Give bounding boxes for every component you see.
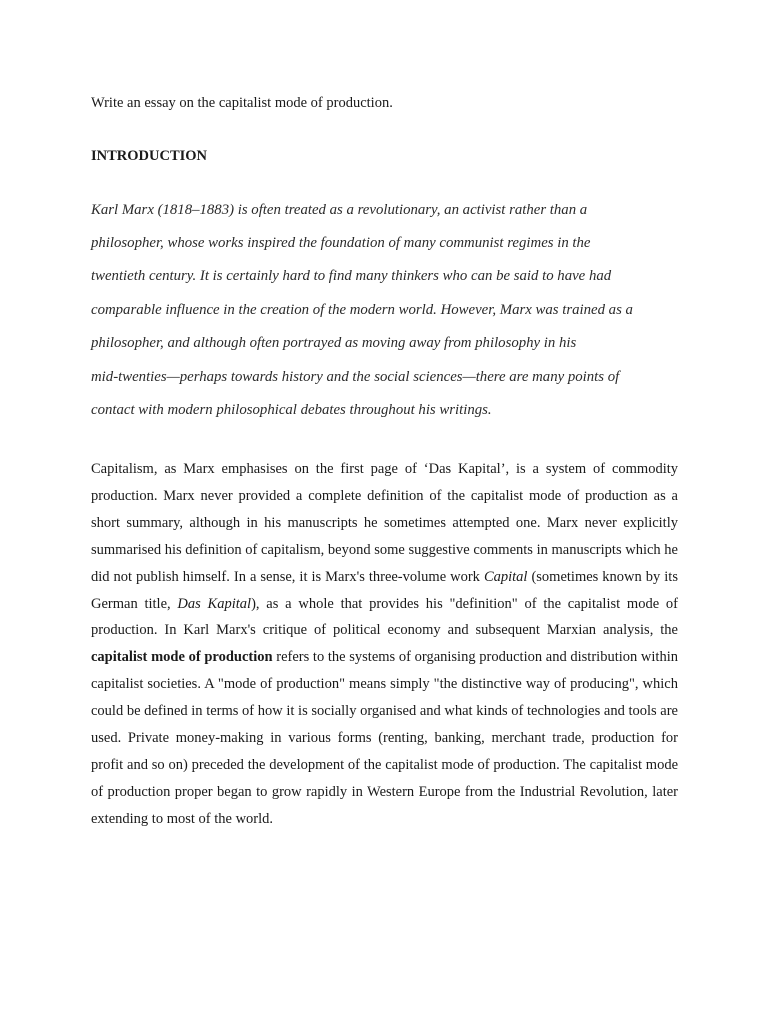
body-text: (sometimes known by its German title, [91, 568, 678, 612]
intro-line: comparable influence in the creation of the modern world. However, Marx was trained as a [91, 302, 633, 318]
body-text: Capitalism, as Marx emphasises on the first page of ‘Das Kapital’, is a system of commodity production. Marx never provided a complete definition of the capitalist mode of production as a short summary, although in his manuscripts he sometimes attempted one. Marx never explicitly summarised his definition of capitalism, beyond some suggestive comments in manuscripts which he did not publish himself. In a sense, it is Marx's three-volume work [91, 461, 678, 585]
intro-line: contact with modern philosophical debates throughout his writings. [91, 402, 492, 418]
key-term: capitalist mode of production [91, 649, 273, 666]
body-paragraph [91, 456, 678, 833]
intro-line: Karl Marx (1818–1883) is often treated as a revolutionary, an activist rather than a [91, 202, 588, 218]
intro-line: twentieth century. It is certainly hard to find many thinkers who can be said to have had [91, 268, 612, 284]
body-text: refers to the systems of organising production and distribution within capitalist societies. A "mode of production" means simply "the distinctive way of producing", which could be defined in terms of how it is socially organised and what kinds of technologies and tools are used. Private money-making in various forms (renting, banking, merchant trade, production for profit and so on) preceded the development of the capitalist mode of production. The capitalist mode of production proper began to grow rapidly in Western Europe from the Industrial Revolution, later extending to most of the world. [91, 649, 678, 827]
section-heading: INTRODUCTION [91, 148, 208, 164]
capital-title: Capital [483, 568, 528, 585]
body-text: ), as a whole that provides his "definition" of the capitalist mode of production. In Karl Marx's critique of political economy and subsequent Marxian analysis, the [91, 595, 678, 639]
intro-line: philosopher, whose works inspired the foundation of many communist regimes in the [91, 235, 591, 251]
essay-prompt: Write an essay on the capitalist mode of production. [91, 95, 393, 111]
intro-line: philosopher, and although often portrayed as moving away from philosophy in his [91, 335, 577, 351]
intro-line: mid-twenties—perhaps towards history and the social sciences—there are many points of [91, 369, 620, 385]
das-kapital-title: Das Kapital [177, 595, 252, 612]
